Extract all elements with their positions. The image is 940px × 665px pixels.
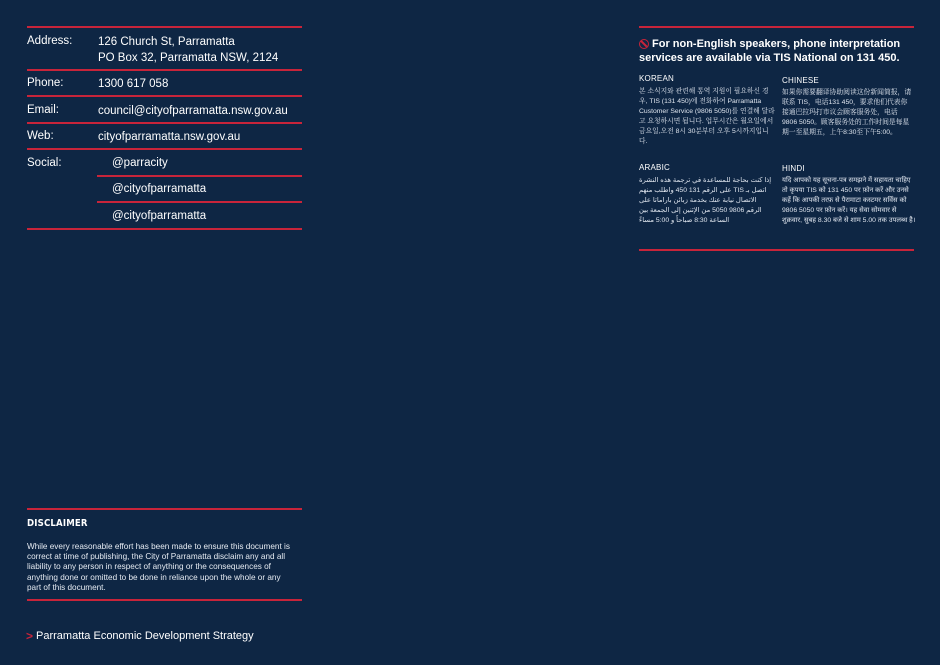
email-link[interactable]: council@cityofparramatta.nsw.gov.au <box>98 105 288 117</box>
divider-web <box>27 148 302 150</box>
divider-social-2 <box>97 201 302 203</box>
footer-title <box>26 629 254 643</box>
divider-bottom <box>27 228 302 230</box>
divider-tis-bottom <box>639 249 914 251</box>
hindi-label: HINDI <box>782 164 805 173</box>
tis-heading-end: . <box>896 52 900 64</box>
divider-top <box>27 26 302 28</box>
tis-heading <box>639 37 919 65</box>
arabic-text: إذا كنت بحاجة للمساعدة في ترجمة هذه النشرة اتصل بـ TIS على الرقم 131 450 واطلب منهم الاتصال نيابة عنك بخدمة زبائن باراماتا على الرقم 9806 5050 من الإثنين إلى الجمعة بين الساعة 8:30 صباحاً و 5:00 مساءً <box>639 177 772 224</box>
korean-text: 본 소식지와 관련해 통역 지원이 필요하신 경우, TIS (131 450)에 전화하여 Parramatta Customer Service (9806 5050)를 연결해 달라고 요청하시면 됩니다. 업무시간은 월요일에서 금요일,오전 8시 30분부터 오후 5시까지입니다. <box>639 88 775 145</box>
divider-address <box>27 69 302 71</box>
disclaimer-title: DISCLAIMER <box>27 518 88 529</box>
web-link[interactable]: cityofparramatta.nsw.gov.au <box>98 131 241 143</box>
address-line-1: 126 Church St, Parramatta <box>98 36 235 48</box>
address-label: Address: <box>27 35 73 47</box>
divider-tis-top <box>639 26 914 28</box>
arabic-label: ARABIC <box>639 163 670 172</box>
phone-value[interactable]: 1300 617 058 <box>98 78 169 90</box>
phone-label: Phone: <box>27 77 64 89</box>
divider-social-1 <box>97 175 302 177</box>
divider-email <box>27 122 302 124</box>
social-label: Social: <box>27 157 62 169</box>
chinese-text: 如果你需要翻译协助阅读这份新闻简报，请联系 TIS，电话131 450，要求他们代表你接通巴拉玛打市议会顾客服务处，电话 9806 5050。顾客服务处的工作时间是每星期一至星期五，上午8:30至下午5:00。 <box>782 89 912 136</box>
tis-number: 131 450 <box>856 52 897 64</box>
divider-disclaimer-bottom <box>27 599 302 601</box>
divider-disclaimer-top <box>27 508 302 510</box>
footer-title-text: Parramatta Economic Development Strategy <box>36 630 254 642</box>
chinese-label: CHINESE <box>782 76 819 85</box>
disclaimer-text: While every reasonable effort has been made to ensure this document is correct at time of publishing, the City of Parramatta disclaim any and all liability to any person in respect of anything or the consequences of anything done or omitted to be done in reliance upon the whole or any part of this document. <box>27 542 290 592</box>
email-label: Email: <box>27 104 59 116</box>
divider-phone <box>27 95 302 97</box>
chevron-right-icon: > <box>26 629 34 643</box>
tis-heading-text: For non-English speakers, phone interpretation services are available via TIS National on <box>639 38 901 64</box>
social-handle[interactable]: @cityofparramatta <box>112 183 207 195</box>
phone-icon <box>639 39 649 49</box>
social-handle[interactable]: @cityofparramatta <box>112 210 207 222</box>
web-label: Web: <box>27 130 54 142</box>
hindi-text: यदि आपको यह सूचना-पत्र समझने में सहायता चाहिए तो कृपया TIS को 131 450 पर फ़ोन करें और उनसे कहें कि आपकी तरफ़ से पैरामाटा कस्टमर सर्विस को 9806 5050 पर फ़ोन करें। यह सेवा सोमवार से शुक्रवार, सुबह 8.30 बजे से शाम 5.00 तक उपलब्ध है। <box>782 177 916 224</box>
social-handle[interactable]: @parracity <box>112 157 168 169</box>
address-line-2: PO Box 32, Parramatta NSW, 2124 <box>98 52 279 64</box>
korean-label: KOREAN <box>639 74 674 83</box>
